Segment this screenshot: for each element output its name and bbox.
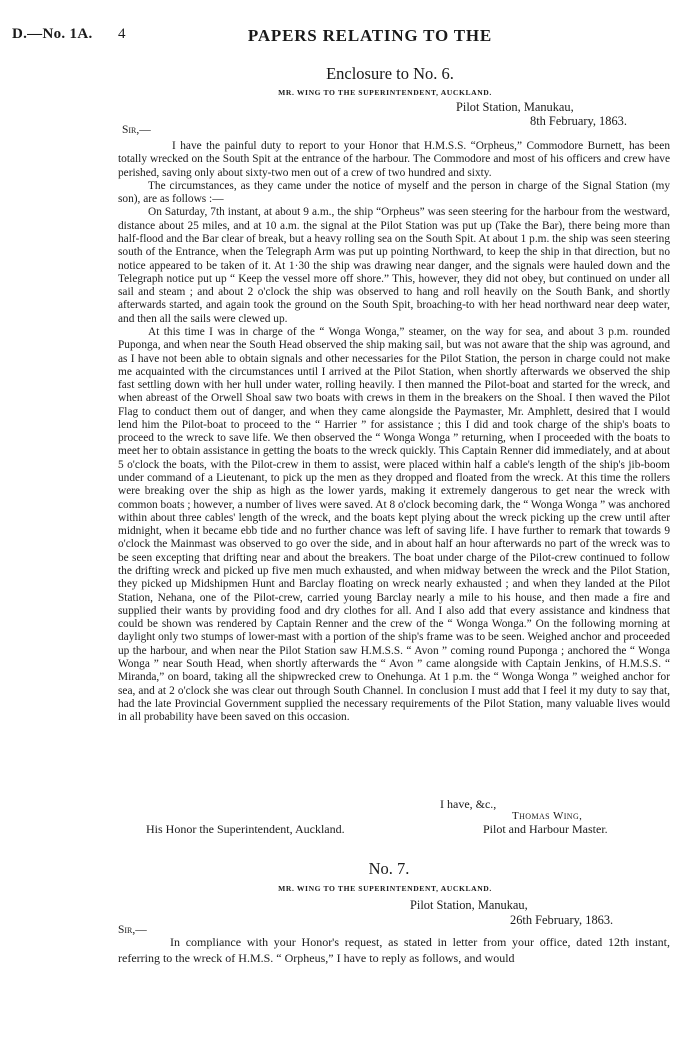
enclosure-salutation: Sir,— [122, 124, 151, 136]
no7-letter-body [118, 934, 670, 966]
no7-address: Pilot Station, Manukau, [410, 898, 528, 912]
closing-phrase: I have, &c., [440, 797, 497, 811]
page-number: 4 [118, 26, 126, 42]
enclosure-date: 8th February, 1863. [530, 114, 627, 128]
no7-date: 26th February, 1863. [510, 913, 614, 927]
running-header [0, 26, 700, 50]
paragraph: At this time I was in charge of the “ Wonga Wonga,” steamer, on the way for sea, and about 3 p.m. rounded Puponga, and when near the South Head observed the ship making sail, but was not aware that the ship was aground, and as I have not been able to obtain signals and other necessaries for the Pilot Station, the person in charge could not make me acquainted with the circumstances until I arrived at the Pilot Station, when shortly afterwards we observed the ship fast settling down with her hull under water, rolling heavily. I then manned the Pilot-boat and started for the wreck, and when abreast of the Orwell Shoal saw two boats with crews in them in the breakers on the Shoal. I then waved the Pilot Flag to conduct them out of danger, and when they came alongside the Paymaster, Mr. Amphlett, desired that I would lend him the Pilot-boat to proceed to the “ Harrier ” for assistance ; this I did and took charge of the ship's boats to proceed to the wreck to save life. We then observed the “ Wonga Wonga ” returning, when I proceeded with the boats to meet her to obtain assistance in getting the boats to the wreck quickly. This Captain Renner did immediately, and at about 5 o'clock the boats, with the Pilot-crew in them to assist, were placed within half a cable's length of the ship's jib-boom under command of a Lieutenant, to pick up the men as they dropped and floated from the wreck. At this time the rollers were breaking over the ship as high as the lower yards, making it extremely dangerous to get near the wreck with common boats ; however, a number of lives were saved. At 8 o'clock becoming dark, the “ Wonga Wonga ” was anchored within about three cables' length of the wreck, and the boats kept plying about the wreck picking up the crew until after midnight, when it became ebb tide and no further chance was left of saving life. I have further to remark that towards 9 o'clock the Mainmast was observed to go over the side, and in about half an hour afterwards no part of the wreck was to be seen excepting that drifting near and about the breakers. The boat under charge of the Pilot-crew continued to follow the drifting wreck and picked up five men much exhausted, and when midway between the wreck and the Pilot Station, they picked up Midshipmen Hunt and Barclay floating on wreck nearly exhausted ; and when they landed at the Pilot Station, Nehana, one of the Pilot-crew, carried young Barclay nearly a mile to his house, and then made a fire and supplied their wants by providing food and dry clothes for all. And I also add that every assistance and kindness that could be shown was rendered by Captain Renner and the crew of the “ Wonga Wonga.” On the following morning at daylight only two stumps of lower-mast with a portion of the ship's frame was to be seen. Weighed anchor and proceeded up the harbour, and when near the Pilot Station saw H.M.S.S. “ Avon ” coming round Puponga ; anchored the “ Wonga Wonga ” near South Head, when shortly afterwards the “ Avon ” came alongside with Captain Jenkins, of H.M.S.S. “ Miranda,” on board, taking all the shipwrecked crew to Onehunga. At 1 p.m. the “ Wonga Wonga ” weighed anchor for sea, and at 2 o'clock she was clear out through South Channel. In conclusion I must add that I feel it my duty to say that, had the late Provincial Government supplied the necessary requirements of the Pilot Station, many valuable lives would in all probability have been saved on this occasion. [118, 325, 670, 724]
paragraph: I have the painful duty to report to your Honor that H.M.S.S. “Orpheus,” Commodore Burnett, has been totally wrecked on the South Spit at the entrance of the harbour. The Commodore and most of his officers and crew have perished, saving only about sixty-two men out of a crew of two hundred and sixty. [118, 140, 670, 179]
no7-heading: No. 7. [368, 859, 410, 878]
paragraph: In compliance with your Honor's request, as stated in letter from your office, dated 12th instant, referring to the wreck of H.M.S. “ Orpheus,” I have to reply as follows, and would [118, 935, 670, 965]
enclosure-address: Pilot Station, Manukau, [456, 100, 574, 114]
addressee: His Honor the Superintendent, Auckland. [146, 822, 345, 836]
enclosure-subheading: MR. WING TO THE SUPERINTENDENT, AUCKLAND. [278, 88, 492, 97]
paragraph: On Saturday, 7th instant, at about 9 a.m., the ship “Orpheus” was seen steering for the harbour from the westward, distance about 25 miles, and at 10 a.m. the signal at the Pilot Station was put up (Take the Bar), there being more than half-flood and the Bar clear of break, but a heavy rolling sea on the South Spit. At about 1 p.m. the ship was seen steering south of the Entrance, when the Telegraph Arm was put up pointing Northward, to keep the ship in that direction, but no notice appeared to be taken of it. At 1·30 the ship was drawing near danger, and the signals were hauled down and the Telegraph notice put up “ Keep the vessel more off shore.” This, however, they did not obey, but continued on under all sail and steam ; and about 2 o'clock the ship was observed to hang and roll heavily on the South Bank, and shortly afterwards started, and again took the ground on the South Spit, broaching-to with her head northward near deep water, and then all the sails were clewed up. [118, 206, 670, 325]
document-reference: D.—No. 1A. [12, 26, 93, 42]
signatory-title: Pilot and Harbour Master. [483, 822, 608, 836]
paragraph: The circumstances, as they came under the notice of myself and the person in charge of the Signal Station (my son), are as follows :— [118, 179, 670, 206]
enclosure-heading: Enclosure to No. 6. [326, 64, 454, 83]
running-title: PAPERS RELATING TO THE [247, 26, 493, 45]
enclosure-letter-body [118, 140, 670, 724]
no7-subheading: MR. WING TO THE SUPERINTENDENT, AUCKLAND. [278, 884, 492, 893]
signatory-name: Thomas Wing, [512, 810, 583, 822]
no7-salutation: Sir,— [118, 924, 147, 936]
